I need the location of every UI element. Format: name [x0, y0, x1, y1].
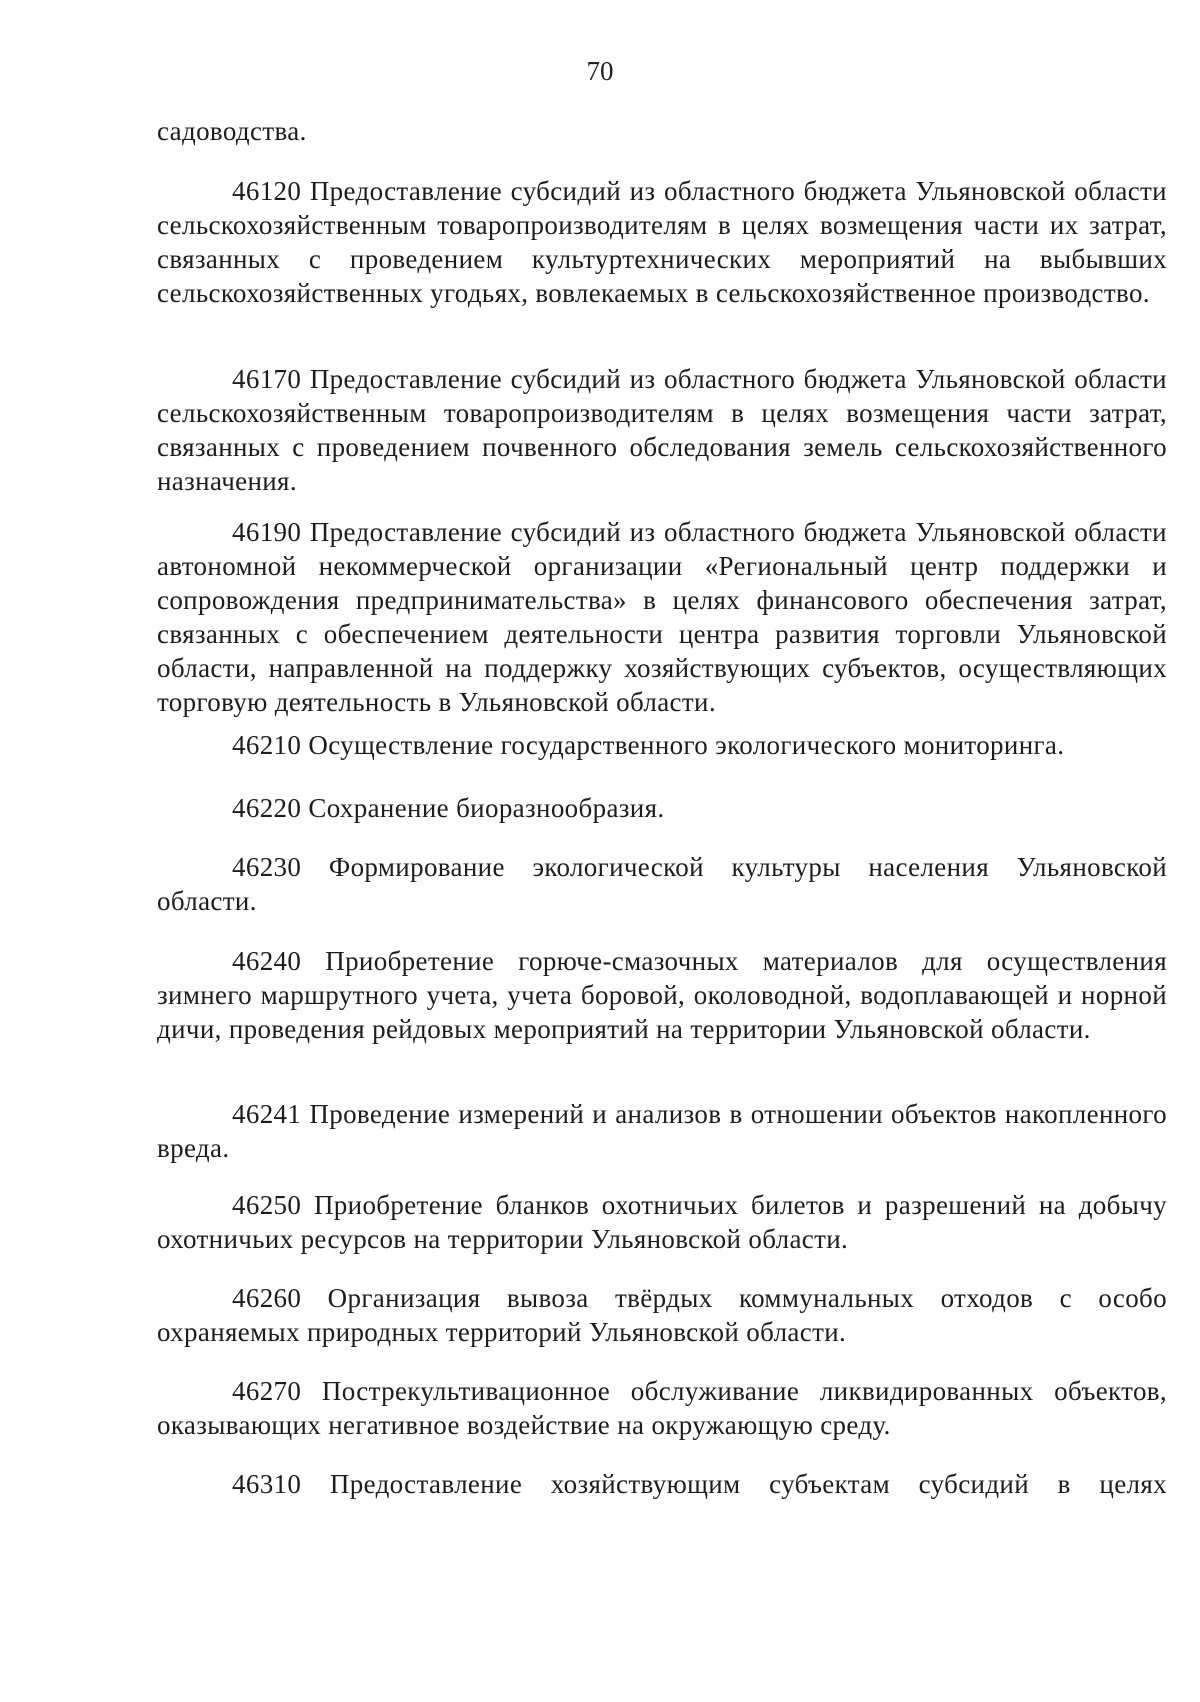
- paragraph-46270: 46270 Пострекультивационное обслуживание ликвидированных объектов, оказывающих негативное воздействие на окружающую среду.: [157, 1376, 1167, 1440]
- paragraph-continuation: садоводства.: [157, 116, 307, 146]
- paragraph-46240: 46240 Приобретение горюче-смазочных материалов для осуществления зимнего маршрутного учета, учета боровой, околоводной, водоплавающей и норной дичи, проведения рейдовых мероприятий на территории Ульяновской области.: [157, 946, 1167, 1044]
- paragraph-46190: 46190 Предоставление субсидий из областного бюджета Ульяновской области автономной некоммерческой организации «Региональный центр поддержки и сопровождения предпринимательства» в целях финансового обеспечения затрат, связанных с обеспечением деятельности центра развития торговли Ульяновской области, направленной на поддержку хозяйствующих субъектов, осуществляющих торговую деятельность в Ульяновской области.: [157, 517, 1167, 717]
- paragraph-46220: 46220 Сохранение биоразнообразия.: [232, 793, 665, 823]
- paragraph-46210: 46210 Осуществление государственного экологического мониторинга.: [232, 730, 1065, 760]
- page-number: 70: [586, 56, 614, 86]
- paragraph-46310: 46310 Предоставление хозяйствующим субъектам субсидий в целях: [232, 1469, 1167, 1499]
- paragraph-46260: 46260 Организация вывоза твёрдых коммунальных отходов с особо охраняемых природных территорий Ульяновской области.: [157, 1283, 1167, 1347]
- paragraph-46120: 46120 Предоставление субсидий из областного бюджета Ульяновской области сельскохозяйственным товаропроизводителям в целях возмещения части их затрат, связанных с проведением культуртехнических мероприятий на выбывших сельскохозяйственных угодьях, вовлекаемых в сельскохозяйственное производство.: [157, 176, 1167, 308]
- paragraph-46230: 46230 Формирование экологической культуры населения Ульяновской области.: [157, 852, 1167, 916]
- paragraph-46250: 46250 Приобретение бланков охотничьих билетов и разрешений на добычу охотничьих ресурсов на территории Ульяновской области.: [157, 1190, 1167, 1254]
- paragraph-46241: 46241 Проведение измерений и анализов в отношении объектов накопленного вреда.: [157, 1099, 1167, 1163]
- paragraph-46170: 46170 Предоставление субсидий из областного бюджета Ульяновской области сельскохозяйственным товаропроизводителям в целях возмещения части затрат, связанных с проведением почвенного обследования земель сельскохозяйственного назначения.: [157, 364, 1167, 496]
